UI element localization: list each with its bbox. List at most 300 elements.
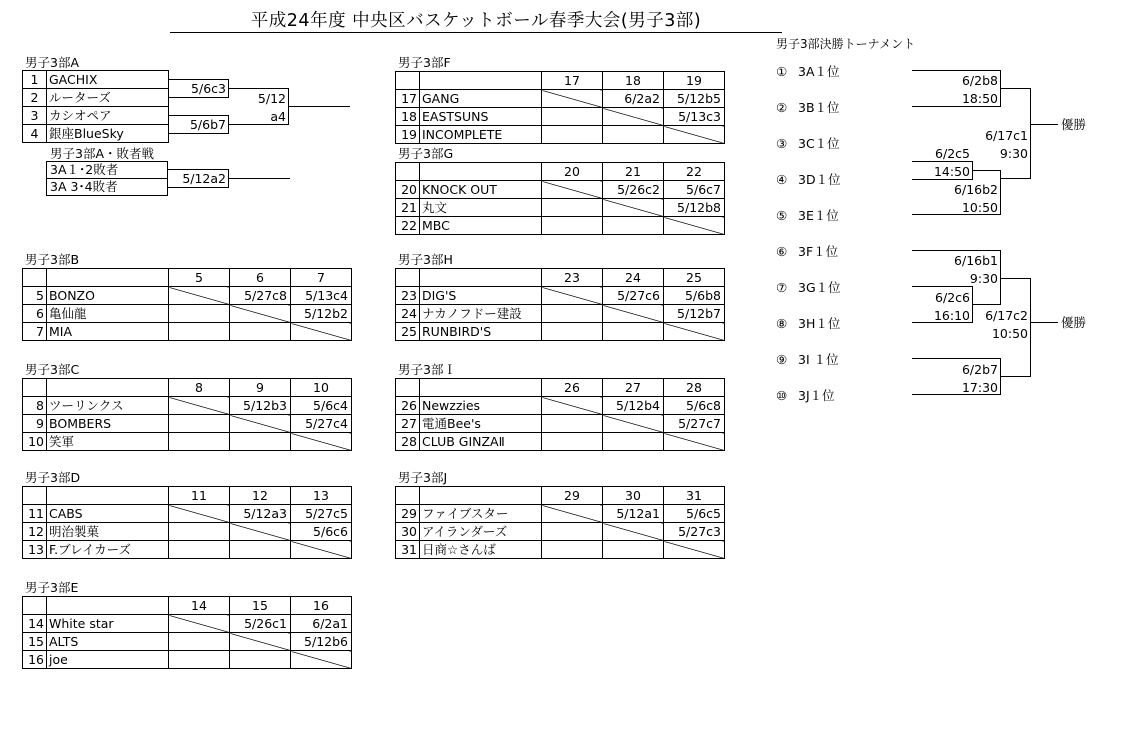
- column-header: 6: [230, 269, 291, 287]
- loser-team: 3A１･2敗者: [46, 161, 168, 179]
- match-cell: [169, 305, 230, 323]
- league-table-j: [395, 486, 725, 559]
- team-no: 4: [23, 125, 47, 143]
- table-header-row: [396, 269, 725, 287]
- column-header: 20: [542, 163, 603, 181]
- diagonal-cell: [542, 397, 603, 415]
- table-row: [396, 181, 725, 199]
- team-name: White star: [47, 615, 169, 633]
- team-name: GACHIX: [47, 71, 169, 89]
- seed-mark: ①: [776, 64, 788, 79]
- diagonal-cell: [291, 651, 352, 669]
- seed-mark: ⑦: [776, 280, 788, 295]
- league-table-h: [395, 268, 725, 341]
- match-label: 5/12a2: [182, 171, 226, 186]
- bracket-line: [228, 178, 290, 179]
- league-label-d: 男子3部D: [25, 470, 81, 485]
- match-date: 6/17c1: [985, 128, 1028, 143]
- column-header: 17: [542, 72, 603, 90]
- match-cell: [542, 433, 603, 451]
- team-name: 日商☆さんば: [420, 541, 542, 559]
- bracket-line: [1000, 376, 1030, 377]
- match-cell: 5/12a3: [230, 505, 291, 523]
- champion-label: 優勝: [1061, 315, 1087, 330]
- team-name: joe: [47, 651, 169, 669]
- match-label: 5/6c3: [191, 81, 226, 96]
- bracket-line: [1030, 278, 1031, 377]
- team-no: 1: [23, 71, 47, 89]
- seed-name: 3I １位: [798, 352, 839, 367]
- header-blank: [420, 487, 542, 505]
- match-cell: [542, 415, 603, 433]
- league-table-b: [22, 268, 352, 341]
- match-cell: 5/27c7: [664, 415, 725, 433]
- league-table-e: [22, 596, 352, 669]
- table-header-row: [396, 163, 725, 181]
- team-no: 20: [396, 181, 420, 199]
- seed-mark: ②: [776, 100, 788, 115]
- diagonal-cell: [664, 323, 725, 341]
- team-no: 23: [396, 287, 420, 305]
- diagonal-cell: [230, 305, 291, 323]
- team-no: 19: [396, 126, 420, 144]
- league-table-c: [22, 378, 352, 451]
- team-no: 14: [23, 615, 47, 633]
- bracket-line: [1000, 170, 1001, 215]
- match-date: 6/2b8: [961, 73, 998, 88]
- diagonal-cell: [664, 541, 725, 559]
- team-no: 24: [396, 305, 420, 323]
- match-cell: [230, 433, 291, 451]
- header-blank: [396, 163, 420, 181]
- diagonal-cell: [291, 323, 352, 341]
- bracket-line: [168, 187, 228, 188]
- match-time: 14:50: [933, 164, 970, 179]
- match-cell: 5/26c2: [603, 181, 664, 199]
- table-header-row: [396, 487, 725, 505]
- match-cell: [542, 108, 603, 126]
- match-cell: 5/6c5: [664, 505, 725, 523]
- column-header: 5: [169, 269, 230, 287]
- table-row: [396, 305, 725, 323]
- match-cell: 5/12b4: [603, 397, 664, 415]
- column-header: 21: [603, 163, 664, 181]
- team-name: 丸文: [420, 199, 542, 217]
- header-blank: [47, 597, 169, 615]
- table-row: [23, 541, 352, 559]
- title-underline: [170, 32, 782, 33]
- match-cell: 5/12a1: [603, 505, 664, 523]
- column-header: 8: [169, 379, 230, 397]
- match-cell: [542, 541, 603, 559]
- match-cell: 5/12b8: [664, 199, 725, 217]
- match-cell: 5/27c6: [603, 287, 664, 305]
- team-name: BONZO: [47, 287, 169, 305]
- column-header: 26: [542, 379, 603, 397]
- team-no: 25: [396, 323, 420, 341]
- match-cell: [542, 305, 603, 323]
- bracket-line: [168, 169, 228, 170]
- team-no: 21: [396, 199, 420, 217]
- diagonal-cell: [603, 305, 664, 323]
- team-no: 17: [396, 90, 420, 108]
- header-blank: [396, 72, 420, 90]
- table-row: [23, 615, 352, 633]
- team-name: ナカノフドー建設: [420, 305, 542, 323]
- table-row: [396, 287, 725, 305]
- team-no: 13: [23, 541, 47, 559]
- seed-name: 3C１位: [798, 136, 840, 151]
- seed-mark: ⑧: [776, 316, 788, 331]
- league-label-f: 男子3部F: [398, 55, 451, 70]
- match-cell: 5/12b6: [291, 633, 352, 651]
- bracket-line: [168, 133, 228, 134]
- team-name: CLUB GINZAⅡ: [420, 433, 542, 451]
- bracket-line: [1000, 88, 1030, 89]
- seed-name: 3F１位: [798, 244, 839, 259]
- match-date: 6/2c6: [935, 290, 970, 305]
- bracket-line: [912, 179, 972, 180]
- match-cell: 5/13c3: [664, 108, 725, 126]
- match-cell: [542, 323, 603, 341]
- diagonal-cell: [664, 433, 725, 451]
- seed-name: 3A１位: [798, 64, 840, 79]
- table-row: [396, 433, 725, 451]
- diagonal-cell: [603, 108, 664, 126]
- match-cell: [603, 126, 664, 144]
- match-cell: 5/27c5: [291, 505, 352, 523]
- league-label-e: 男子3部E: [25, 580, 79, 595]
- seed-name: 3D１位: [798, 172, 841, 187]
- diagonal-cell: [664, 217, 725, 235]
- match-cell: 5/27c4: [291, 415, 352, 433]
- match-cell: 5/27c3: [664, 523, 725, 541]
- bracket-line: [1030, 124, 1058, 125]
- diagonal-cell: [603, 199, 664, 217]
- team-no: 10: [23, 433, 47, 451]
- group-a-table: [22, 70, 169, 143]
- table-row: [23, 305, 352, 323]
- diagonal-cell: [230, 415, 291, 433]
- bracket-line: [168, 115, 228, 116]
- column-header: 14: [169, 597, 230, 615]
- column-header: 24: [603, 269, 664, 287]
- match-date: 6/17c2: [985, 308, 1028, 323]
- table-header-row: [396, 72, 725, 90]
- match-cell: [542, 126, 603, 144]
- team-no: 16: [23, 651, 47, 669]
- column-header: 23: [542, 269, 603, 287]
- league-label-j: 男子3部J: [398, 470, 448, 485]
- diagonal-cell: [169, 615, 230, 633]
- match-cell: [169, 433, 230, 451]
- diagonal-cell: [603, 415, 664, 433]
- diagonal-cell: [291, 541, 352, 559]
- seed-name: 3E１位: [798, 208, 839, 223]
- match-cell: [230, 541, 291, 559]
- match-cell: [603, 433, 664, 451]
- team-no: 7: [23, 323, 47, 341]
- header-blank: [47, 379, 169, 397]
- table-row: [23, 71, 169, 89]
- table-row: [396, 323, 725, 341]
- seed-name: 3B１位: [798, 100, 840, 115]
- match-cell: 5/6c8: [664, 397, 725, 415]
- column-header: 11: [169, 487, 230, 505]
- team-name: MIA: [47, 323, 169, 341]
- table-header-row: [23, 597, 352, 615]
- team-no: 3: [23, 107, 47, 125]
- match-cell: 6/2a2: [603, 90, 664, 108]
- team-name: KNOCK OUT: [420, 181, 542, 199]
- bracket-line: [912, 161, 972, 162]
- column-header: 7: [291, 269, 352, 287]
- table-header-row: [23, 487, 352, 505]
- team-no: 9: [23, 415, 47, 433]
- team-no: 15: [23, 633, 47, 651]
- team-name: Newzzies: [420, 397, 542, 415]
- match-cell: 5/6c4: [291, 397, 352, 415]
- team-name: 明治製菓: [47, 523, 169, 541]
- table-row: [23, 287, 352, 305]
- team-no: 28: [396, 433, 420, 451]
- bracket-line: [1000, 178, 1030, 179]
- match-cell: 5/12b2: [291, 305, 352, 323]
- header-blank: [420, 269, 542, 287]
- table-row: [23, 107, 169, 125]
- column-header: 10: [291, 379, 352, 397]
- column-header: 19: [664, 72, 725, 90]
- diagonal-cell: [542, 90, 603, 108]
- team-name: CABS: [47, 505, 169, 523]
- seed-mark: ⑤: [776, 208, 788, 223]
- team-name: BOMBERS: [47, 415, 169, 433]
- table-row: [396, 541, 725, 559]
- table-row: [23, 415, 352, 433]
- seed-mark: ③: [776, 136, 788, 151]
- diagonal-cell: [169, 287, 230, 305]
- match-time: 10:50: [961, 200, 998, 215]
- match-cell: 5/6c7: [664, 181, 725, 199]
- diagonal-cell: [291, 433, 352, 451]
- league-table-i: [395, 378, 725, 451]
- team-name: 笑軍: [47, 433, 169, 451]
- table-row: [23, 433, 352, 451]
- header-blank: [420, 72, 542, 90]
- match-cell: 5/12b3: [230, 397, 291, 415]
- diagonal-cell: [542, 181, 603, 199]
- column-header: 9: [230, 379, 291, 397]
- bracket-line: [972, 170, 1000, 171]
- table-row: [396, 523, 725, 541]
- table-row: [23, 633, 352, 651]
- seed-mark: ⑨: [776, 352, 788, 367]
- final-date: 5/12: [257, 91, 286, 106]
- team-name: EASTSUNS: [420, 108, 542, 126]
- table-row: [23, 323, 352, 341]
- table-row: [396, 108, 725, 126]
- league-table-g: [395, 162, 725, 235]
- team-name: カシオペア: [47, 107, 169, 125]
- column-header: 13: [291, 487, 352, 505]
- bracket-line: [1030, 88, 1031, 179]
- match-date: 6/16b2: [954, 182, 998, 197]
- team-name: INCOMPLETE: [420, 126, 542, 144]
- diagonal-cell: [230, 523, 291, 541]
- bracket-line: [972, 304, 1000, 305]
- team-no: 29: [396, 505, 420, 523]
- seed-name: 3J１位: [798, 388, 835, 403]
- table-row: [396, 217, 725, 235]
- team-no: 30: [396, 523, 420, 541]
- match-cell: [169, 651, 230, 669]
- league-label-b: 男子3部B: [25, 252, 80, 267]
- diagonal-cell: [169, 397, 230, 415]
- table-row: [23, 505, 352, 523]
- match-time: 17:30: [961, 380, 998, 395]
- league-label-g: 男子3部G: [398, 146, 454, 161]
- column-header: 22: [664, 163, 725, 181]
- match-cell: 5/6b8: [664, 287, 725, 305]
- seed-mark: ⑩: [776, 388, 788, 403]
- match-cell: 6/2a1: [291, 615, 352, 633]
- bracket-line: [912, 106, 1000, 107]
- team-name: RUNBIRD'S: [420, 323, 542, 341]
- header-blank: [396, 487, 420, 505]
- match-date: 6/16b1: [954, 253, 998, 268]
- match-cell: [169, 541, 230, 559]
- team-no: 27: [396, 415, 420, 433]
- team-name: 銀座BlueSky: [47, 125, 169, 143]
- table-row: [396, 505, 725, 523]
- match-date: 6/2b7: [961, 362, 998, 377]
- header-blank: [420, 379, 542, 397]
- match-time: 9:30: [999, 146, 1028, 161]
- loser-bracket-label: 男子3部A・敗者戦: [50, 146, 155, 161]
- team-no: 18: [396, 108, 420, 126]
- table-row: [396, 126, 725, 144]
- match-cell: [169, 633, 230, 651]
- tournament-label: 男子3部決勝トーナメント: [776, 37, 916, 51]
- match-cell: [542, 523, 603, 541]
- league-label-c: 男子3部C: [25, 362, 80, 377]
- table-row: [23, 523, 352, 541]
- header-blank: [420, 163, 542, 181]
- column-header: 31: [664, 487, 725, 505]
- column-header: 12: [230, 487, 291, 505]
- match-cell: 5/26c1: [230, 615, 291, 633]
- team-name: GANG: [420, 90, 542, 108]
- team-name: F.ブレイカーズ: [47, 541, 169, 559]
- bracket-line: [288, 106, 350, 107]
- seed-mark: ④: [776, 172, 788, 187]
- team-no: 22: [396, 217, 420, 235]
- team-no: 6: [23, 305, 47, 323]
- column-header: 28: [664, 379, 725, 397]
- bracket-line: [1030, 322, 1058, 323]
- bracket-line: [912, 286, 972, 287]
- match-time: 16:10: [933, 308, 970, 323]
- seed-mark: ⑥: [776, 244, 788, 259]
- team-no: 5: [23, 287, 47, 305]
- match-cell: 5/13c4: [291, 287, 352, 305]
- team-name: MBC: [420, 217, 542, 235]
- header-blank: [47, 269, 169, 287]
- match-cell: [603, 541, 664, 559]
- bracket-line: [912, 358, 1000, 359]
- team-no: 11: [23, 505, 47, 523]
- champion-label: 優勝: [1061, 117, 1087, 132]
- bracket-line: [168, 97, 228, 98]
- team-no: 8: [23, 397, 47, 415]
- column-header: 27: [603, 379, 664, 397]
- header-blank: [23, 487, 47, 505]
- match-cell: [603, 323, 664, 341]
- match-label: 5/6b7: [189, 117, 226, 132]
- table-row: [23, 397, 352, 415]
- column-header: 25: [664, 269, 725, 287]
- column-header: 18: [603, 72, 664, 90]
- table-row: [396, 90, 725, 108]
- bracket-line: [228, 88, 288, 89]
- final-court: a4: [270, 109, 286, 124]
- match-cell: [169, 415, 230, 433]
- column-header: 29: [542, 487, 603, 505]
- bracket-line: [228, 124, 288, 125]
- diagonal-cell: [603, 523, 664, 541]
- team-no: 12: [23, 523, 47, 541]
- match-cell: 5/12b7: [664, 305, 725, 323]
- match-cell: [230, 651, 291, 669]
- match-time: 10:50: [991, 326, 1028, 341]
- bracket-line: [912, 250, 1000, 251]
- table-row: [396, 415, 725, 433]
- page-title: 平成24年度 中央区バスケットボール春季大会(男子3部): [250, 11, 702, 31]
- table-row: [396, 199, 725, 217]
- league-label-h: 男子3部H: [398, 252, 453, 267]
- league-table-d: [22, 486, 352, 559]
- team-no: 26: [396, 397, 420, 415]
- loser-team: 3A 3･4敗者: [46, 178, 168, 196]
- column-header: 30: [603, 487, 664, 505]
- league-label-i: 男子3部Ｉ: [398, 362, 456, 377]
- match-cell: [169, 323, 230, 341]
- match-cell: [603, 217, 664, 235]
- header-blank: [23, 379, 47, 397]
- team-no: 2: [23, 89, 47, 107]
- diagonal-cell: [169, 505, 230, 523]
- match-cell: [542, 217, 603, 235]
- team-name: ALTS: [47, 633, 169, 651]
- team-name: DIG'S: [420, 287, 542, 305]
- table-row: [396, 397, 725, 415]
- bracket-line: [1000, 278, 1030, 279]
- team-name: ファイブスター: [420, 505, 542, 523]
- match-cell: 5/27c8: [230, 287, 291, 305]
- seed-name: 3H１位: [798, 316, 841, 331]
- header-blank: [47, 487, 169, 505]
- match-date: 6/2c5: [935, 146, 970, 161]
- table-header-row: [396, 379, 725, 397]
- team-name: アイランダーズ: [420, 523, 542, 541]
- table-header-row: [23, 269, 352, 287]
- column-header: 15: [230, 597, 291, 615]
- column-header: 16: [291, 597, 352, 615]
- match-cell: [542, 199, 603, 217]
- header-blank: [396, 269, 420, 287]
- match-time: 9:30: [969, 271, 998, 286]
- seed-name: 3G１位: [798, 280, 841, 295]
